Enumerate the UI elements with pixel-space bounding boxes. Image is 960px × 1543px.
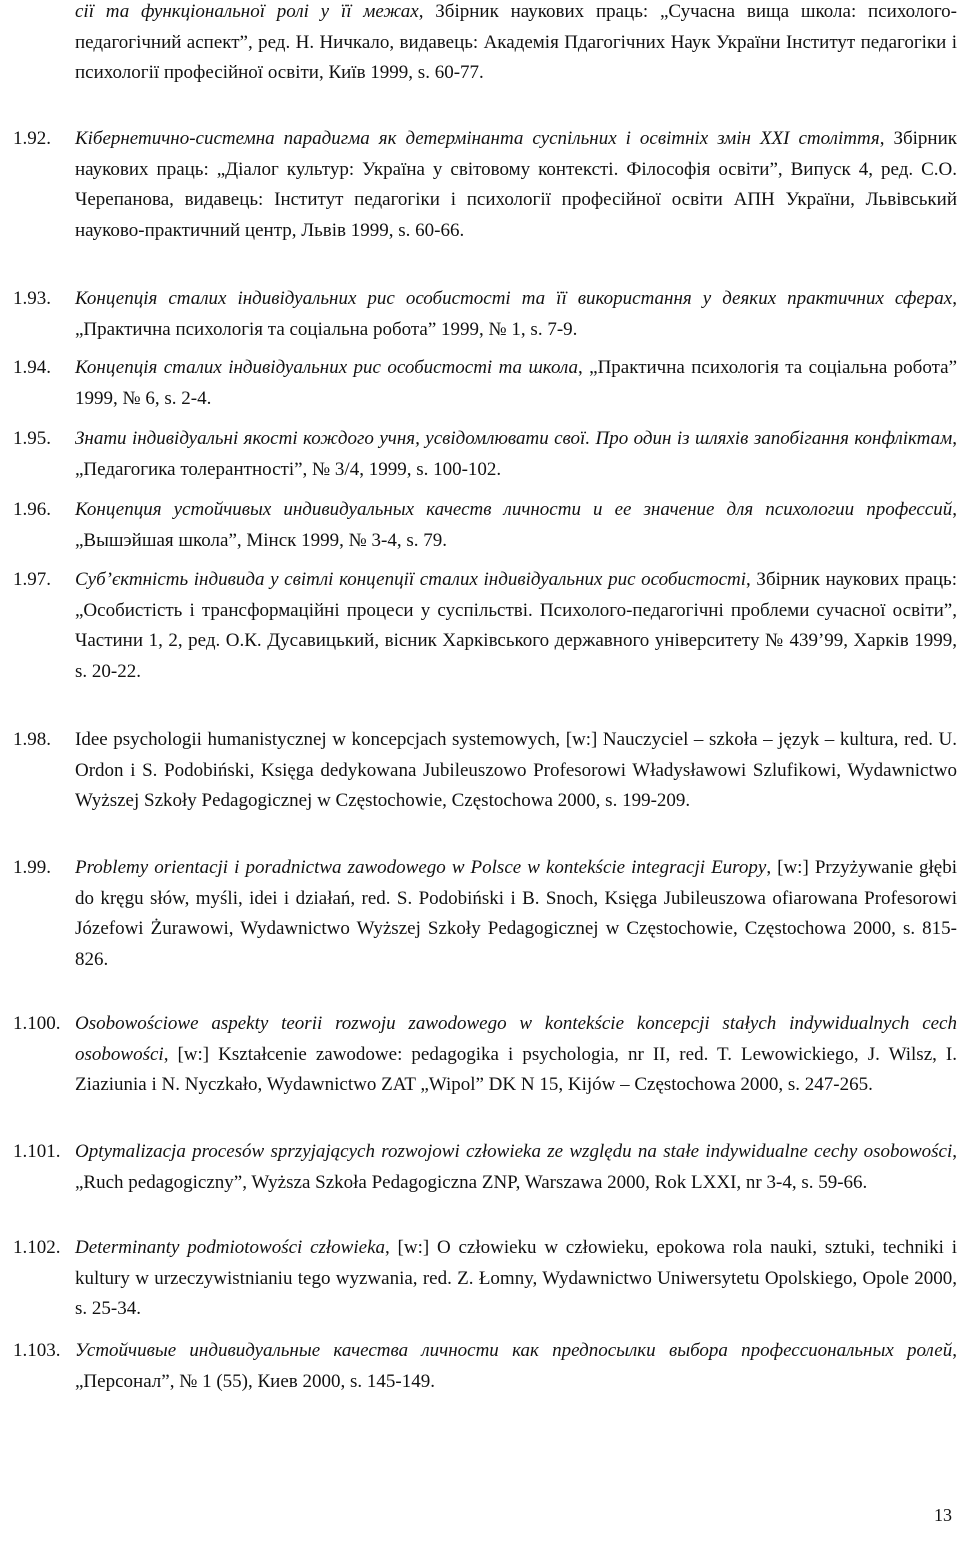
entry-details: , [w:] Kształcenie zawodowe: pedagogika i psychologia, nr II, red. T. Lewowickiego, J. Wilsz, I. Ziaziunia i N. Nyczkało, Wydawnictwo ZAT „Wipol” DK N 15, Kijów – Częstochowa 2000, s. 247-265.: [75, 1043, 957, 1095]
entry-title: Концепция устойчивых индивидуальных качеств личности и ее значение для психологии профессий: [75, 499, 953, 520]
entry-details: Idee psychologii humanistycznej w koncepcjach systemowych, [w:] Nauczyciel – szkoła – język – kultura, red. U. Ordon i S. Podobiński, Księga dedykowana Jubileuszowo Profesorowi Władysławowi Szlufikowi, Wydawnictwo Wyższej Szkoły Pedagogicznej w Częstochowie, Częstochowa 2000, s. 199-209.: [75, 729, 957, 811]
entry-details: , „Вышэйшая школа”, Мінск 1999, № 3-4, s. 79.: [75, 499, 957, 551]
entry-number: 1.101.: [13, 1141, 61, 1162]
bibliography-entry: [13, 495, 957, 556]
bibliography-entry: [13, 1233, 957, 1325]
entry-details: , „Персонал”, № 1 (55), Киев 2000, s. 145-149.: [75, 1340, 957, 1392]
bibliography-entry: [13, 284, 957, 345]
entry-details: , Збірник наукових праць: „Особистість і трансформаційні процеси у суспільстві. Психолого-педагогічні проблеми сучасної освіти”, Частини 1, 2, ред. О.К. Дусавицький, вісник Харківського державного університету № 439’99, Харків 1999, s. 20-22.: [75, 569, 958, 682]
entry-title: Optymalizacja procesów sprzyjających rozwojowi człowieka ze względu na stałe indywidualne cechy osobowości: [75, 1141, 953, 1162]
bibliography-entry: [13, 124, 957, 246]
entry-title: Суб’єктність індивида у світлі концепції сталих індивідуальних рис особистості: [75, 569, 747, 590]
entry-details: , Збірник наукових праць: „Діалог культур: Україна у світовому контексті. Філософія освіти”, Випуск 4, ред. С.О. Черепанова, видавець: Інститут педагогіки і психології професійної освіти АПН України, Львівський науково-практичний центр, Львів 1999, s. 60-66.: [75, 128, 958, 241]
entry-number: 1.102.: [13, 1237, 61, 1258]
bibliography-entry: [13, 424, 957, 485]
entry-number: 1.98.: [13, 729, 51, 750]
entry-title: Problemy orientacji i poradnictwa zawodowego w Polsce w kontekście integracji Europy: [75, 857, 767, 878]
entry-title: Determinanty podmiotowości człowieka: [75, 1237, 386, 1258]
entry-number: 1.99.: [13, 857, 51, 878]
entry-number: 1.96.: [13, 499, 51, 520]
bibliography-entry: [13, 853, 957, 975]
entry-details: , Збірник наукових праць: „Сучасна вища школа: психолого-педагогічний аспект”, ред. Н. Ничкало, видавець: Академія Пдагогічних Наук України Інститут педагогіки і психології професійної освіти, Київ 1999, s. 60-77.: [75, 1, 957, 83]
page-number: 13: [934, 1505, 952, 1525]
entry-title: Концепція сталих індивідуальних рис особистості та школа: [75, 357, 578, 378]
entry-details: , „Ruch pedagogiczny”, Wyższa Szkoła Pedagogiczna ZNP, Warszawa 2000, Rok LXXI, nr 3-4, s. 59-66.: [75, 1141, 957, 1193]
entry-number: 1.93.: [13, 288, 51, 309]
entry-details: , [w:] O człowieku w człowieku, epokowa rola nauki, sztuki, techniki i kultury w urzeczywistnianiu tego wyzwania, red. Z. Łomny, Wydawnictwo Uniwersytetu Opolskiego, Opole 2000, s. 25-34.: [75, 1237, 957, 1319]
entry-details: , [w:] Przyżywanie głębi do kręgu słów, myśli, idei i działań, red. S. Podobiński i B. Snoch, Księga Jubileuszowa ofiarowana Profesorowi Józefowi Żurawowi, Wydawnictwo Wyższej Szkoły Pedagogicznej w Częstochowie, Częstochowa 2000, s. 815-826.: [75, 857, 957, 970]
entry-number: 1.92.: [13, 128, 51, 149]
entry-title: Устойчивые индивидуальные качества личности как предпосылки выбора профессиональных ролей: [75, 1340, 953, 1361]
entry-title: Кібернетично-системна парадигма як детермінанта суспільних і освітніх змін XXI століття: [75, 128, 880, 149]
bibliography-entry: [13, 1336, 957, 1397]
entry-title: Концепція сталих індивідуальних рис особистості та її використання у деяких практичних сферах: [75, 288, 953, 309]
entry-title: сії та функціональної ролі у її межах: [75, 1, 419, 22]
entry-title: Знати індивідуальні якості кождого учня, усвідомлювати свої. Про один із шляхів запобігання конфліктам: [75, 428, 953, 449]
bibliography-entry: [13, 565, 957, 687]
continued-entry: [75, 0, 957, 89]
entry-details: , „Педагогика толерантності”, № 3/4, 1999, s. 100-102.: [75, 428, 957, 480]
bibliography-entry: [13, 353, 957, 414]
entry-number: 1.100.: [13, 1013, 61, 1034]
entry-title: Osobowościowe aspekty teorii rozwoju zawodowego w kontekście koncepcji stałych indywidualnych cech osobowości: [75, 1013, 957, 1065]
bibliography-entry: [13, 1009, 957, 1101]
bibliography-entry: [13, 725, 957, 817]
entry-details: , „Практична психологія та соціальна робота” 1999, № 1, s. 7-9.: [75, 288, 957, 340]
entry-number: 1.95.: [13, 428, 51, 449]
bibliography-entry: [13, 1137, 957, 1198]
entry-details: , „Практична психологія та соціальна робота” 1999, № 6, s. 2-4.: [75, 357, 957, 409]
entry-number: 1.97.: [13, 569, 51, 590]
entry-number: 1.94.: [13, 357, 51, 378]
entry-number: 1.103.: [13, 1340, 61, 1361]
